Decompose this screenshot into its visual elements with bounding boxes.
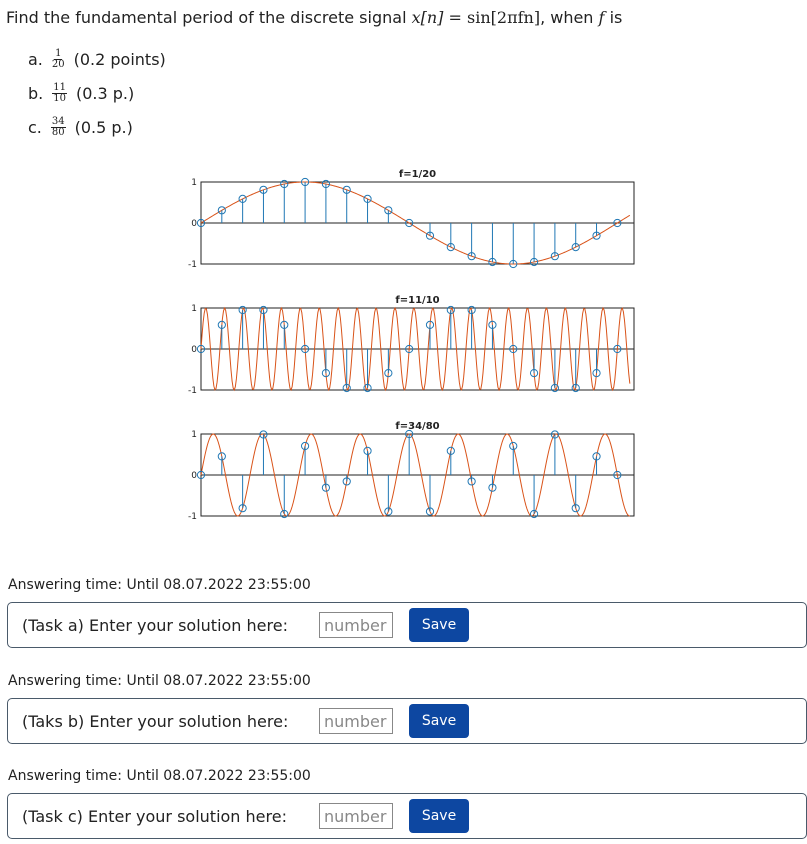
stem-plots-figure xyxy=(0,160,807,530)
options-list xyxy=(28,42,166,144)
fraction-denominator: 80 xyxy=(51,126,65,138)
answer-label-c: (Task c) Enter your solution here: xyxy=(22,806,287,826)
fraction-numerator: 1 xyxy=(55,47,62,59)
plot-title: f=1/20 xyxy=(398,169,437,180)
answer-input-c[interactable] xyxy=(319,803,393,829)
question-suffix: , when xyxy=(540,8,594,27)
stem-plot-1 xyxy=(188,169,634,270)
question-is: is xyxy=(609,8,623,27)
option-c xyxy=(28,110,166,144)
option-letter: c. xyxy=(28,117,42,137)
option-points: (0.2 points) xyxy=(73,49,166,69)
option-fraction xyxy=(52,49,65,70)
formula-rhs: sin[2πfn] xyxy=(467,8,541,27)
stem-plot-2 xyxy=(188,295,634,396)
save-button-a[interactable]: Save xyxy=(409,608,469,642)
y-tick-label: -1 xyxy=(188,260,197,270)
y-tick-label: 0 xyxy=(191,345,197,355)
stem-plot-3 xyxy=(188,421,634,522)
option-letter: a. xyxy=(28,49,43,69)
option-fraction xyxy=(51,117,66,138)
question-prefix: Find the fundamental period of the discrete signal xyxy=(6,8,407,27)
answer-box-b xyxy=(7,698,807,744)
y-tick-label: 1 xyxy=(191,178,197,188)
y-tick-label: -1 xyxy=(188,386,197,396)
answering-time: Answering time: Until 08.07.2022 23:55:00 xyxy=(8,768,311,784)
y-tick-label: 0 xyxy=(191,471,197,481)
option-a xyxy=(28,42,166,76)
formula xyxy=(412,8,540,27)
option-b xyxy=(28,76,166,110)
fraction-numerator: 11 xyxy=(53,81,66,93)
answer-label-a: (Task a) Enter your solution here: xyxy=(22,615,288,635)
y-tick-label: 0 xyxy=(191,219,197,229)
formula-lhs: x[n] xyxy=(411,8,444,27)
option-fraction xyxy=(52,83,67,104)
fraction-denominator: 10 xyxy=(53,92,66,104)
y-tick-label: -1 xyxy=(188,512,197,522)
answer-box-a xyxy=(7,602,807,648)
fraction-numerator: 34 xyxy=(51,115,65,127)
answer-input-b[interactable] xyxy=(319,708,393,734)
formula-eq: = xyxy=(448,8,462,27)
option-points: (0.5 p.) xyxy=(74,117,133,137)
plot-title: f=34/80 xyxy=(395,421,440,432)
answer-box-c xyxy=(7,793,807,839)
save-button-b[interactable]: Save xyxy=(409,704,469,738)
question-text xyxy=(6,8,622,28)
answering-time: Answering time: Until 08.07.2022 23:55:00 xyxy=(8,577,311,593)
fraction-denominator: 20 xyxy=(51,58,65,70)
plot-title: f=11/10 xyxy=(395,295,440,306)
option-points: (0.3 p.) xyxy=(75,83,135,103)
answering-time: Answering time: Until 08.07.2022 23:55:00 xyxy=(8,673,311,689)
answer-input-a[interactable] xyxy=(319,612,393,638)
answer-label-b: (Taks b) Enter your solution here: xyxy=(22,711,289,731)
option-letter: b. xyxy=(28,83,44,103)
y-tick-label: 1 xyxy=(191,304,197,314)
question-var: f xyxy=(598,8,605,27)
y-tick-label: 1 xyxy=(191,430,197,440)
save-button-c[interactable]: Save xyxy=(409,799,469,833)
